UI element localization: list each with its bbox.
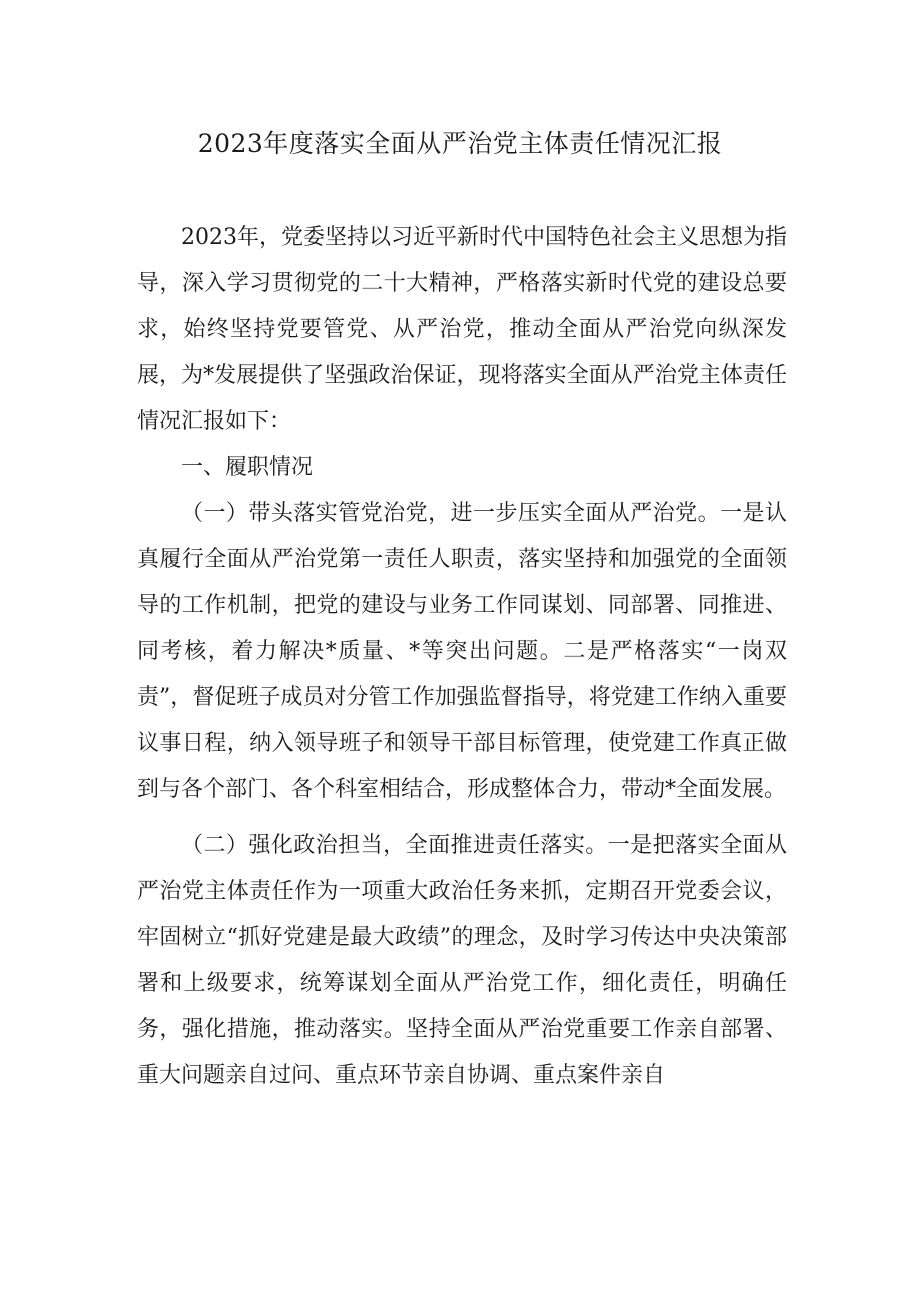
body-paragraph: （一）带头落实管党治党，进一步压实全面从严治党。一是认真履行全面从严治党第一责任人职责，落实坚持和加强党的全面领导的工作机制，把党的建设与业务工作同谋划、同部署、同推进、同考核，着力解决*质量、*等突出问题。二是严格落实“一岗双责”，督促班子成员对分管工作加强监督指导，将党建工作纳入重要议事日程，纳入领导班子和领导干部目标管理，使党建工作真正做到与各个部门、各个科室相结合，形成整体合力，带动*全面发展。	[137, 501, 787, 802]
intro-paragraph: 2023年，党委坚持以习近平新时代中国特色社会主义思想为指导，深入学习贯彻党的二十大精神，严格落实新时代党的建设总要求，始终坚持党要管党、从严治党，推动全面从严治党向纵深发展，为*发展提供了坚强政治保证，现将落实全面从严治党主体责任情况汇报如下：	[137, 225, 787, 434]
section-heading: 一、履职情况	[181, 455, 314, 480]
body-paragraph: （二）强化政治担当，全面推进责任落实。一是把落实全面从严治党主体责任作为一项重大政治任务来抓，定期召开党委会议，牢固树立“抓好党建是最大政绩”的理念，及时学习传达中央决策部署和上级要求，统筹谋划全面从严治党工作，细化责任，明确任务，强化措施，推动落实。坚持全面从严治党重要工作亲自部署、重大问题亲自过问、重点环节亲自协调、重点案件亲自	[137, 833, 787, 1088]
document-title: 2023年度落实全面从严治党主体责任情况汇报	[197, 129, 723, 158]
document-body	[137, 215, 787, 1099]
